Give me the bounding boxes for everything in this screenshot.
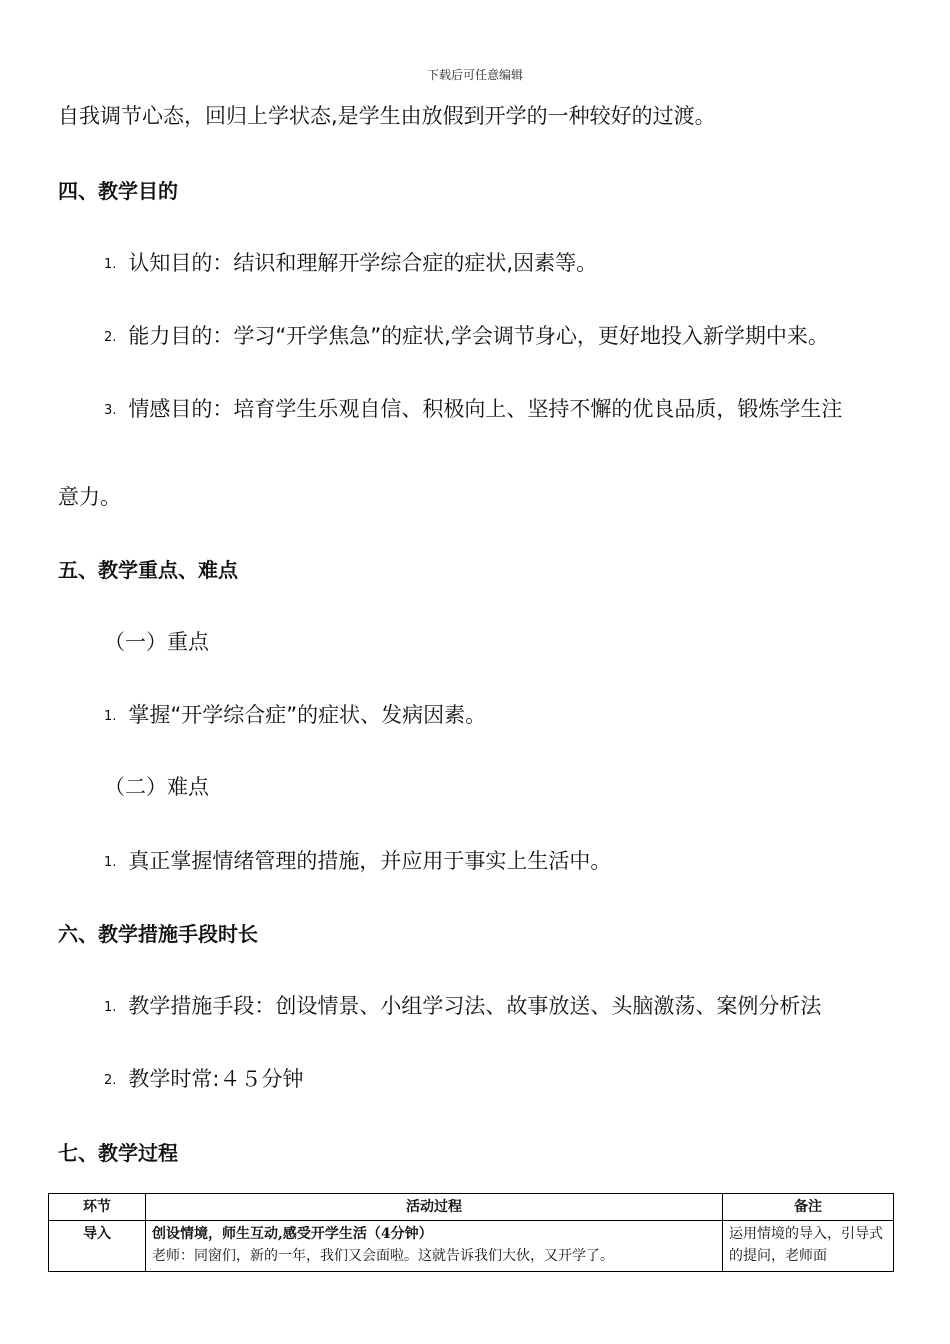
method-item-1 <box>104 990 821 1020</box>
list-number: 3. <box>104 403 117 418</box>
activity-content <box>152 1223 716 1269</box>
note-text: 运用情境的导入，引导式的提问，老师面 <box>729 1226 883 1264</box>
list-number: 2. <box>104 330 117 345</box>
header-activity: 活动过程 <box>146 1194 723 1221</box>
subheading-difficulties: （二）难点 <box>104 775 209 799</box>
list-number: 1. <box>104 709 117 724</box>
cell-stage: 导入 <box>49 1221 146 1272</box>
page-header: 下载后可任意编辑 <box>426 68 523 82</box>
difficulty-item-1 <box>104 845 611 875</box>
list-text: 掌握“开学综合症”的症状、发病因素。 <box>128 703 487 727</box>
table-header-row <box>49 1194 894 1221</box>
list-text: 教学时常:４５分钟 <box>128 1067 304 1091</box>
section-4-title: 四、教学目的 <box>58 179 178 203</box>
cell-note <box>723 1221 894 1272</box>
section-7-title: 七、教学过程 <box>58 1141 178 1165</box>
key-point-item-1 <box>104 699 486 729</box>
method-item-2 <box>104 1063 303 1093</box>
header-stage: 环节 <box>49 1194 146 1221</box>
section-5-title: 五、教学重点、难点 <box>58 558 238 582</box>
activity-text: 老师：同窗们，新的一年，我们又会面啦。这就告诉我们大伙，又开学了。 <box>152 1248 614 1264</box>
list-text: 真正掌握情绪管理的措施，并应用于事实上生活中。 <box>128 849 612 873</box>
intro-line: 自我调节心态，回归上学状态,是学生由放假到开学的一种较好的过渡。 <box>58 104 716 128</box>
header-note: 备注 <box>723 1194 894 1221</box>
list-text: 认知目的：结识和理解开学综合症的症状,因素等。 <box>128 251 598 275</box>
section-6-title: 六、教学措施手段时长 <box>58 922 258 946</box>
list-text: 能力目的：学习“开学焦急”的症状,学会调节身心，更好地投入新学期中来。 <box>128 324 829 348</box>
subheading-key-points: （一）重点 <box>104 630 209 654</box>
teaching-process-table <box>48 1193 894 1272</box>
cell-activity <box>146 1221 723 1272</box>
list-number: 1. <box>104 1000 117 1015</box>
list-number: 1. <box>104 257 117 272</box>
objective-item-2 <box>104 320 829 350</box>
list-number: 1. <box>104 855 117 870</box>
list-text: 教学措施手段：创设情景、小组学习法、故事放送、头脑激荡、案例分析法 <box>128 994 822 1018</box>
list-number: 2. <box>104 1073 117 1088</box>
list-text: 情感目的：培育学生乐观自信、积极向上、坚持不懈的优良品质，锻炼学生注 <box>128 397 843 421</box>
table-row <box>49 1221 894 1272</box>
activity-title: 创设情境，师生互动,感受开学生活（4分钟） <box>152 1226 433 1242</box>
objective-item-3 <box>104 393 842 423</box>
objective-item-3-continuation: 意力。 <box>58 485 121 509</box>
objective-item-1 <box>104 247 597 277</box>
